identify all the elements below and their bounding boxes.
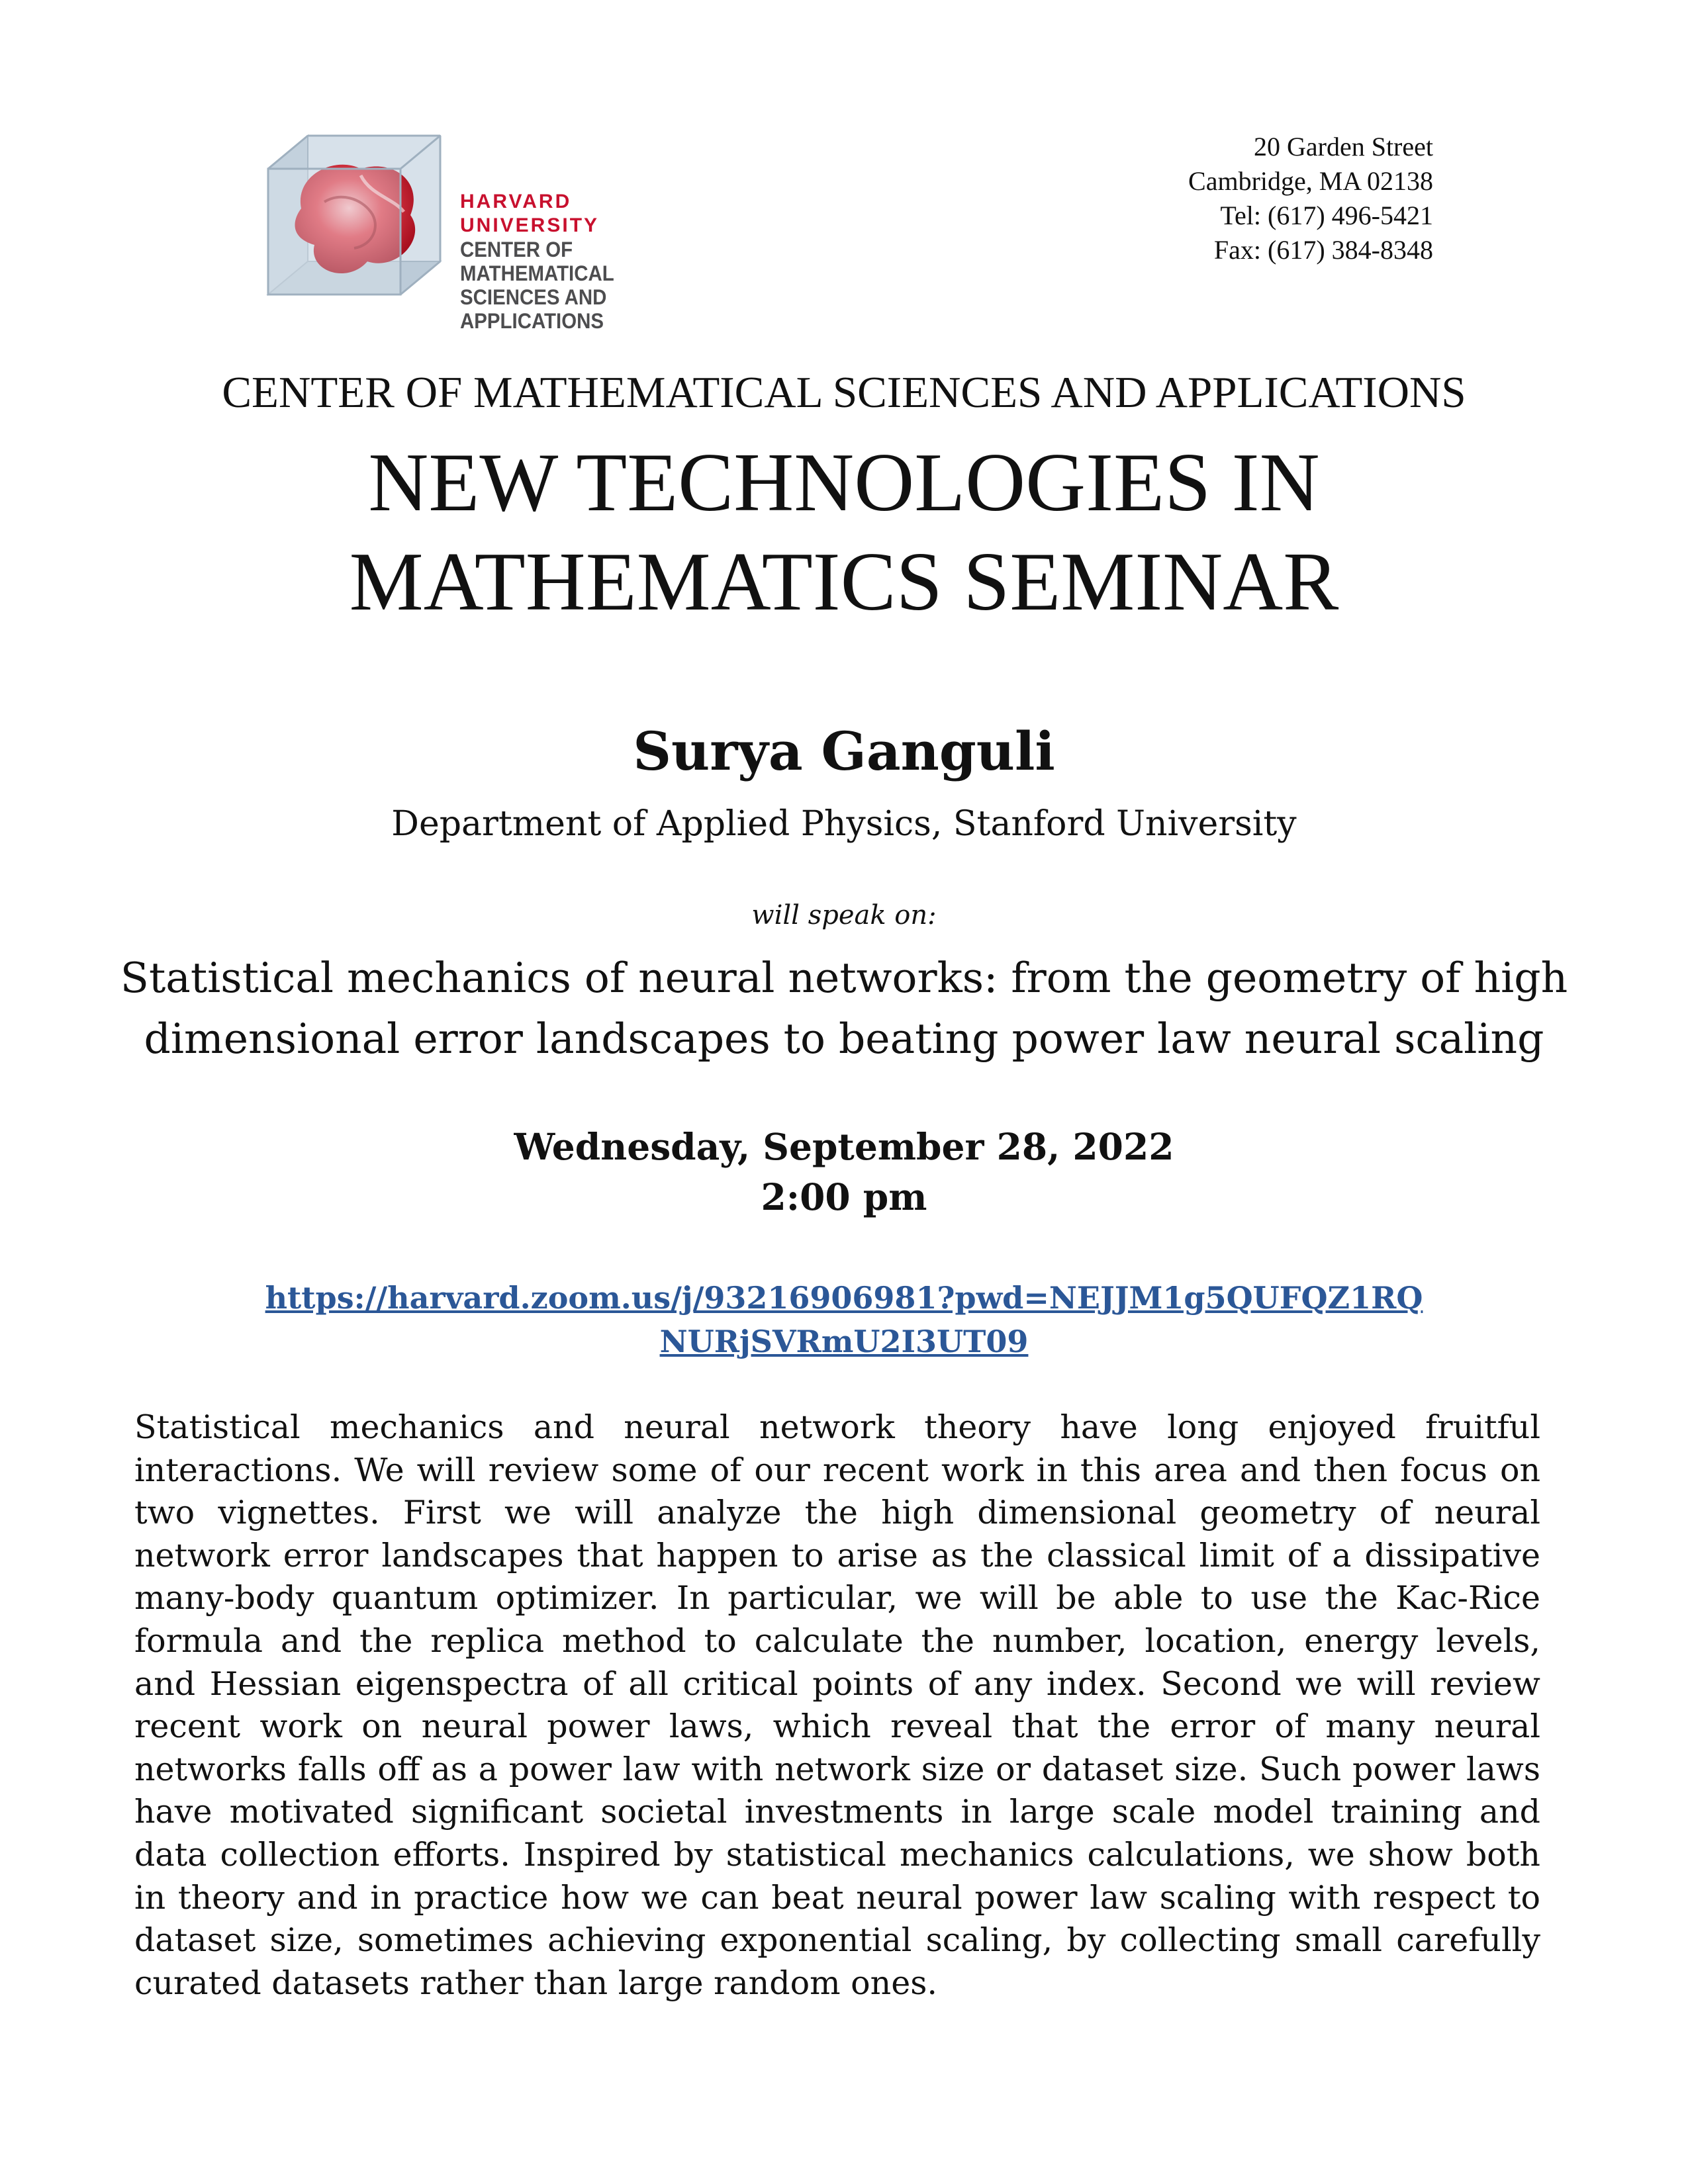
address-city: Cambridge, MA 02138 — [1188, 166, 1433, 196]
event-time: 2:00 pm — [761, 1175, 927, 1218]
speaker-name: Surya Ganguli — [633, 720, 1055, 782]
logo-center-line1: CENTER OF MATHEMATICAL — [460, 238, 614, 285]
abstract-line: Statistical mechanics and neural network theory have long enjoyed fruitful — [134, 1408, 1540, 1446]
zoom-link-block — [0, 1276, 1688, 1363]
abstract-line: and Hessian eigenspectra of all critical points of any index. Second we will review — [134, 1664, 1540, 1703]
abstract-line: networks falls off as a power law with network size or dataset size. Such power laws — [134, 1750, 1540, 1788]
abstract-line: have motivated significant societal investments in large scale model training and — [134, 1793, 1540, 1831]
seminar-title-line1: NEW TECHNOLOGIES IN — [368, 437, 1320, 529]
event-datetime — [0, 1122, 1688, 1222]
address-fax: Fax: (617) 384-8348 — [1213, 235, 1433, 265]
event-date: Wednesday, September 28, 2022 — [514, 1125, 1174, 1168]
cube-logo-icon — [261, 129, 453, 298]
zoom-link-line1[interactable]: https://harvard.zoom.us/j/93216906981?pwd=NEJJM1g5QUFQZ1RQ — [265, 1280, 1423, 1316]
abstract-line: formula and the replica method to calculate the number, location, energy levels, — [134, 1621, 1540, 1660]
abstract-line: network error landscapes that happen to arise as the classical limit of a dissipative — [134, 1536, 1540, 1574]
address-block — [1188, 130, 1433, 267]
address-street: 20 Garden Street — [1253, 132, 1433, 161]
zoom-link-line2[interactable]: NURjSVRmU2I3UT09 — [659, 1324, 1029, 1359]
abstract-line: interactions. We will review some of our recent work in this area and then focus on — [134, 1451, 1540, 1489]
talk-title-line1: Statistical mechanics of neural networks: from the geometry of high — [120, 954, 1568, 1002]
speaker-affiliation: Department of Applied Physics, Stanford University — [391, 804, 1297, 844]
abstract-line: two vignettes. First we will analyze the high dimensional geometry of neural — [134, 1494, 1540, 1532]
cmsa-logo — [261, 129, 712, 333]
address-tel: Tel: (617) 496-5421 — [1220, 201, 1433, 230]
seminar-title — [0, 433, 1688, 632]
talk-title — [0, 948, 1688, 1069]
center-name-heading: CENTER OF MATHEMATICAL SCIENCES AND APPLICATIONS — [222, 368, 1466, 417]
talk-title-line2: dimensional error landscapes to beating power law neural scaling — [144, 1015, 1544, 1063]
abstract-line: dataset size, sometimes achieving exponential scaling, by collecting small carefully — [134, 1921, 1540, 1960]
abstract-line: data collection efforts. Inspired by statistical mechanics calculations, we show both — [134, 1835, 1540, 1874]
abstract-line: curated datasets rather than large random ones. — [134, 1964, 937, 2002]
abstract-line: in theory and in practice how we can beat neural power law scaling with respect to — [134, 1878, 1540, 1917]
abstract-line: many-body quantum optimizer. In particular, we will be able to use the Kac-Rice — [134, 1579, 1540, 1617]
abstract-paragraph — [134, 1406, 1540, 2005]
logo-center-line2: SCIENCES AND APPLICATIONS — [460, 285, 607, 333]
will-speak-label: will speak on: — [751, 900, 937, 931]
logo-university-name: HARVARD UNIVERSITY — [460, 191, 600, 236]
abstract-line: recent work on neural power laws, which reveal that the error of many neural — [134, 1707, 1540, 1746]
seminar-title-line2: MATHEMATICS SEMINAR — [349, 536, 1339, 628]
logo-wordmark — [460, 190, 712, 333]
